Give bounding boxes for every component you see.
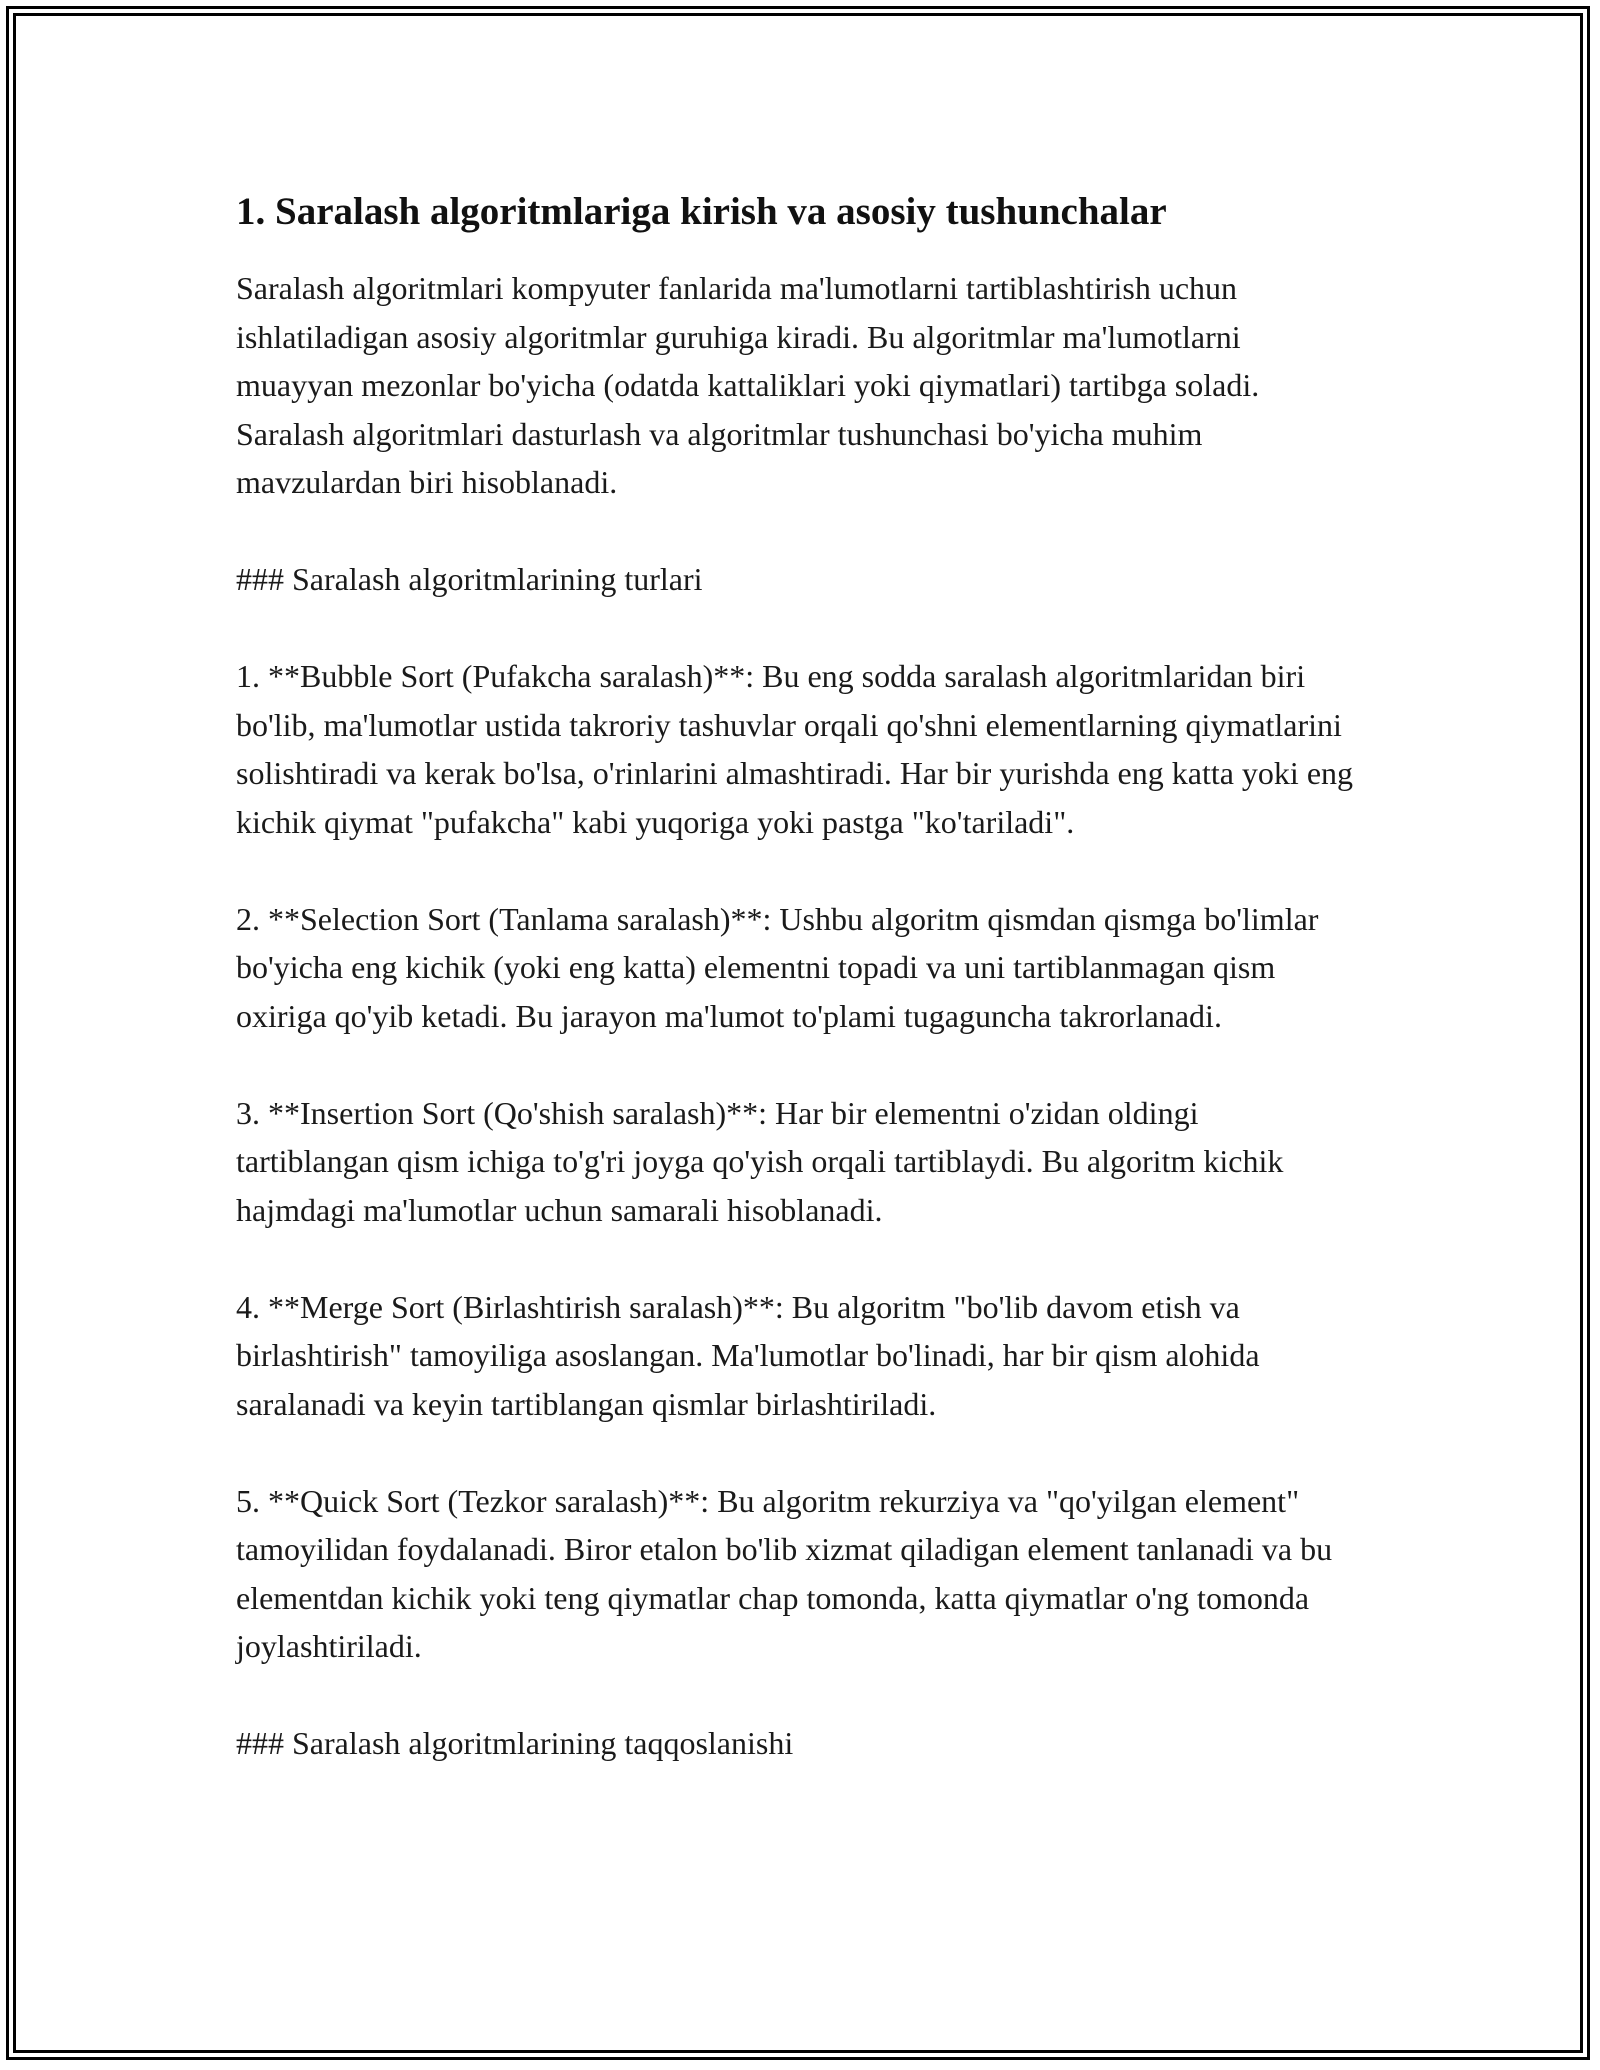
list-item-merge-sort: 4. **Merge Sort (Birlashtirish saralash)**: Bu algoritm "bo'lib davom etish va birlashtirish" tamoyiliga asoslangan. Ma'lumotlar bo'linadi, har bir qism alohida saralanadi va keyin tartiblangan qismlar birlashtiriladi. — [236, 1288, 1260, 1422]
list-item-insertion-sort: 3. **Insertion Sort (Qo'shish saralash)**: Har bir elementni o'zidan oldingi tartiblangan qism ichiga to'g'ri joyga qo'yish orqali tartiblaydi. Bu algoritm kichik hajmdagi ma'lumotlar uchun samarali hisoblanadi. — [236, 1094, 1284, 1228]
list-item-quick-sort: 5. **Quick Sort (Tezkor saralash)**: Bu algoritm rekurziya va "qo'yilgan element" tamoyilidan foydalanadi. Biror etalon bo'lib xizmat qiladigan element tanlanadi va bu elementdan kichik yoki teng qiymatlar chap tomonda, katta qiymatlar o'ng tomonda joylashtiriladi. — [236, 1482, 1333, 1664]
subheading-comparison: ### Saralash algoritmlarining taqqoslanishi — [236, 1725, 794, 1761]
list-item-bubble-sort: 1. **Bubble Sort (Pufakcha saralash)**: Bu eng sodda saralash algoritmlaridan biri bo'lib, ma'lumotlar ustida takroriy tashuvlar orqali qo'shni elementlarning qiymatlarini solishtiradi va kerak bo'lsa, o'rinlarini almashtiradi. Har bir yurishda eng katta yoki eng kichik qiymat "pufakcha" kabi yuqoriga yoki pastga "ko'tariladi". — [236, 658, 1354, 840]
list-item-selection-sort: 2. **Selection Sort (Tanlama saralash)**: Ushbu algoritm qismdan qismga bo'limlar bo'yicha eng kichik (yoki eng katta) elementni topadi va uni tartiblanmagan qism oxiriga qo'yib ketadi. Bu jarayon ma'lumot to'plami tugaguncha takrorlanadi. — [236, 900, 1319, 1034]
section-heading: 1. Saralash algoritmlariga kirish va asosiy tushunchalar — [236, 190, 1167, 233]
intro-paragraph: Saralash algoritmlari kompyuter fanlarida ma'lumotlarni tartiblashtirish uchun ishlatiladigan asosiy algoritmlar guruhiga kiradi. Bu algoritmlar ma'lumotlarni muayyan mezonlar bo'yicha (odatda kattaliklari yoki qiymatlari) tartibga soladi. Saralash algoritmlari dasturlash va algoritmlar tushunchasi bo'yicha muhim mavzulardan biri hisoblanadi. — [236, 270, 1260, 500]
document-body — [236, 180, 1356, 1768]
subheading-types: ### Saralash algoritmlarining turlari — [236, 561, 703, 597]
